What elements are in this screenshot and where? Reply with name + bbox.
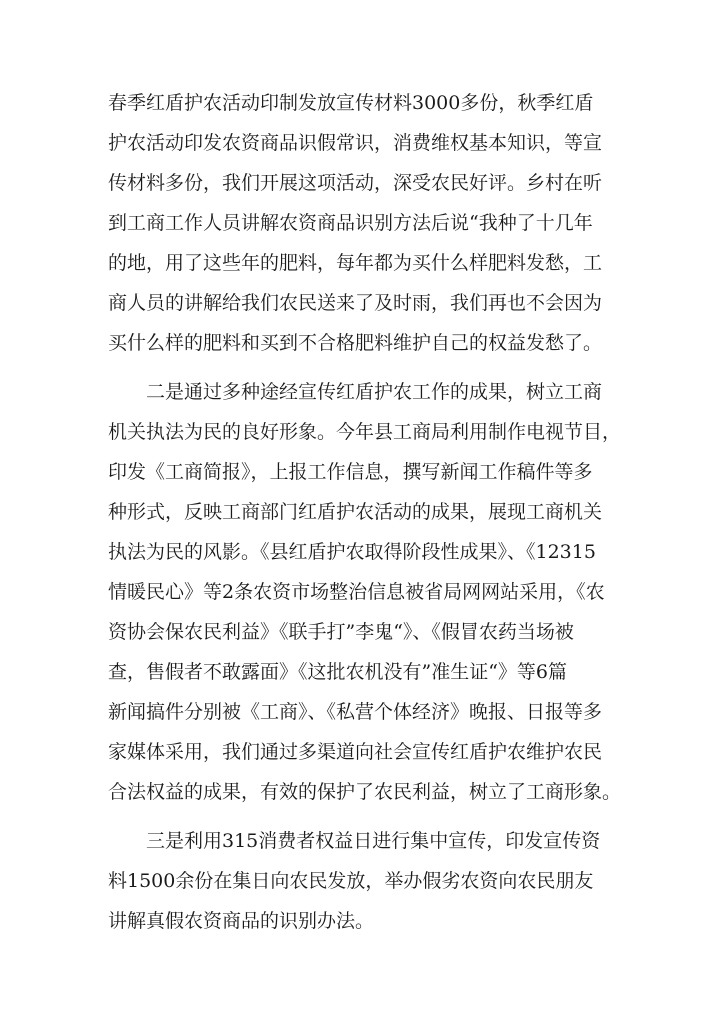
paragraph-2-line-1: 二是通过多种途经宣传红盾护农工作的成果，树立工商 — [146, 381, 603, 403]
paragraph-1-line-5: 的地，用了这些年的肥料，每年都为买什么样肥料发愁，工 — [108, 252, 603, 274]
paragraph-2-line-7: 资协会保农民利益》《联手打”李鬼“》、《假冒农药当场被 — [108, 621, 574, 643]
paragraph-2-line-5: 执法为民的风影。《县红盾护农取得阶段性成果》、《12315 — [108, 541, 596, 563]
paragraph-2-line-8: 查，售假者不敢露面》《这批农机没有”准生证“》等6篇 — [108, 661, 568, 683]
paragraph-1-line-1: 春季红盾护农活动印制发放宣传材料3000多份，秋季红盾 — [108, 92, 594, 114]
paragraph-3-line-3: 讲解真假农资商品的识别办法。 — [108, 910, 375, 932]
paragraph-1-line-4: 到工商工作人员讲解农资商品识别方法后说“我种了十几年 — [108, 212, 593, 234]
paragraph-2-line-10: 家媒体采用，我们通过多渠道向社会宣传红盾护农维护农民 — [108, 741, 603, 763]
paragraph-1-line-7: 买什么样的肥料和买到不合格肥料维护自己的权益发愁了。 — [108, 332, 603, 354]
paragraph-3-line-2: 料1500余份在集日向农民发放，举办假劣农资向农民朋友 — [108, 870, 594, 892]
paragraph-1-line-2: 护农活动印发农资商品识假常识，消费维权基本知识，等宣 — [108, 132, 603, 154]
paragraph-2-line-9: 新闻搞件分别被《工商》、《私营个体经济》晚报、日报等多 — [108, 701, 603, 723]
paragraph-2-line-2: 机关执法为民的良好形象。今年县工商局利用制作电视节目， — [108, 421, 622, 443]
paragraph-3-line-1: 三是利用315消费者权益日进行集中宣传，印发宣传资 — [146, 830, 601, 852]
paragraph-2-line-11: 合法权益的成果，有效的保护了农民利益，树立了工商形象。 — [108, 781, 622, 803]
paragraph-2-line-4: 种形式，反映工商部门红盾护农活动的成果，展现工商机关 — [108, 501, 603, 523]
paragraph-1-line-3: 传材料多份，我们开展这项活动，深受农民好评。乡村在听 — [108, 172, 603, 194]
paragraph-2-line-3: 印发《工商简报》，上报工作信息，撰写新闻工作稿件等多 — [108, 461, 593, 483]
paragraph-1-line-6: 商人员的讲解给我们农民送来了及时雨，我们再也不会因为 — [108, 292, 603, 314]
paragraph-2-line-6: 情暖民心》等2条农资市场整治信息被省局网网站采用，《农 — [108, 581, 605, 603]
